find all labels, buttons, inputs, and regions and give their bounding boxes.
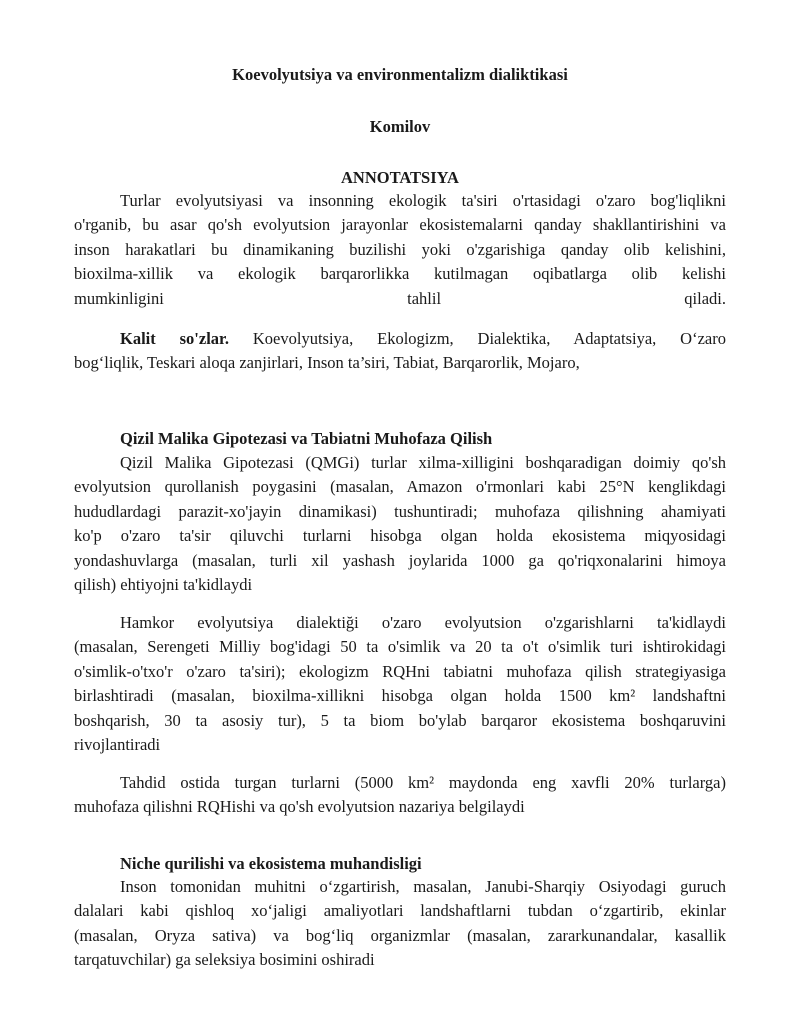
section-heading: Qizil Malika Gipotezasi va Tabiatni Muhofaza Qilish	[120, 429, 493, 448]
author-name: Komilov	[369, 117, 431, 136]
document-title: Koevolyutsiya va environmentalizm dialiktikasi	[232, 65, 568, 84]
annotation-line: mumkinligini tahlil qiladi.	[74, 288, 726, 308]
section-heading: Niche qurilishi va ekosistema muhandisligi	[120, 854, 422, 873]
paragraph-line: evolyutsion qurollanish poygasini (masalan, Amazon o'rmonlari kabi 25°N kenglikdagi	[74, 477, 726, 497]
paragraph-line: Tahdid ostida turgan turlarni (5000 km² maydonda eng xavfli 20% turlarga)	[120, 773, 726, 792]
section1-paragraph-1	[74, 451, 726, 597]
section1-paragraph-3	[74, 771, 726, 820]
keywords-label: Kalit so'zlar.	[120, 329, 229, 348]
section2-paragraph-1	[74, 875, 726, 973]
paragraph-line: muhofaza qilishni RQHishi va qo'sh evolyutsion nazariya belgilaydi	[74, 797, 525, 817]
paragraph-line: Inson tomonidan muhitni o‘zgartirish, masalan, Janubi-Sharqiy Osiyodagi guruch	[120, 877, 726, 896]
keywords-paragraph	[74, 327, 726, 376]
paragraph-line: Hamkor evolyutsiya dialektiği o'zaro evolyutsion o'zgarishlarni ta'kidlaydi	[120, 613, 726, 632]
paragraph-line: tarqatuvchilar) ga seleksiya bosimini oshiradi	[74, 950, 375, 970]
annotation-line: bioxilma-xillik va ekologik barqarorlikka kutilmagan oqibatlarga olib kelishi	[74, 264, 726, 284]
keywords-line: bog‘liqlik, Teskari aloqa zanjirlari, Inson ta’siri, Tabiat, Barqarorlik, Mojaro,	[74, 353, 580, 373]
paragraph-line: Qizil Malika Gipotezasi (QMGi) turlar xilma-xilligini boshqaradigan doimiy qo'sh	[120, 453, 726, 472]
annotation-heading: ANNOTATSIYA	[341, 168, 459, 187]
paragraph-line: o'simlik-o'txo'r o'zaro ta'siri); ekologizm RQHni tabiatni muhofaza qilish strategiyasiga	[74, 661, 726, 681]
keywords-text: Koevolyutsiya, Ekologizm, Dialektika, Adaptatsiya, O‘zaro	[252, 329, 726, 348]
paragraph-line: birlashtiradi (masalan, bioxilma-xillikni hisobga olgan holda 1500 km² landshaftni	[74, 686, 726, 706]
paragraph-line: yondashuvlarga (masalan, turli xil yashash joylarida 1000 ga qo'riqxonalarini himoya	[74, 550, 726, 570]
paragraph-line: (masalan, Oryza sativa) va bog‘liq organizmlar (masalan, zararkunandalar, kasallik	[74, 925, 726, 945]
paragraph-line: rivojlantiradi	[74, 735, 161, 755]
annotation-paragraph	[74, 189, 726, 311]
paragraph-line: dalalari kabi qishloq xo‘jaligi amaliyotlari landshaftlarni tubdan o‘zgartirib, ekinlar	[74, 901, 726, 921]
annotation-line: o'rganib, bu asar qo'sh evolyutsion jarayonlar ekosistemalarni qanday shakllantirishini va	[74, 215, 726, 235]
paragraph-line: ko'p o'zaro ta'sir qiluvchi turlarni hisobga olgan holda ekosistema miqyosidagi	[74, 526, 726, 546]
section1-paragraph-2	[74, 611, 726, 757]
annotation-line: inson harakatlari bu dinamikaning buzilishi yoki o'zgarishiga qanday olib kelishini,	[74, 239, 726, 259]
paragraph-line: qilish) ehtiyojni ta'kidlaydi	[74, 575, 253, 595]
keywords-first-line	[74, 327, 726, 351]
paragraph-line: (masalan, Serengeti Milliy bog'idagi 50 ta o'simlik va 20 ta o't o'simlik turi ishtirokidagi	[74, 637, 726, 657]
annotation-line: Turlar evolyutsiyasi va insonning ekologik ta'siri o'rtasidagi o'zaro bog'liqlikni	[120, 191, 726, 210]
paragraph-line: boshqarish, 30 ta asosiy tur), 5 ta biom bo'ylab barqaror ekosistema boshqaruvini	[74, 710, 726, 730]
paragraph-line: hududlardagi parazit-xo'jayin dinamikasi) tushuntiradi; muhofaza qilishning ahamiyati	[74, 501, 726, 521]
